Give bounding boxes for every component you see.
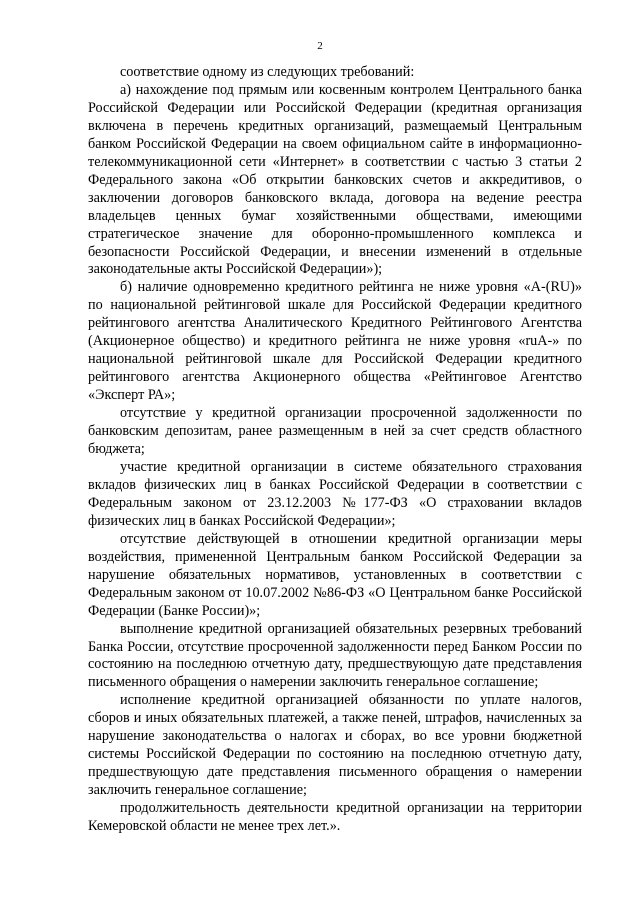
document-body xyxy=(88,64,582,836)
paragraph-item-a: а) нахождение под прямым или косвенным контролем Центрального банка Российской Федерации или Российской Федерации (кредитная организация включена в перечень кредитных организаций, размещаемый Центральным банком Российской Федерации на своем официальном сайте в информационно-телекоммуникационной сети «Интернет» в соответствии с частью 3 статьи 2 Федерального закона «Об открытии банковских счетов и аккредитивов, о заключении договоров банковского вклада, договора на ведение реестра владельцев ценных бумаг хозяйственными обществами, имеющими стратегическое значение для оборонно-промышленного комплекса и безопасности Российской Федерации, и внесении изменений в отдельные законодательные акты Российской Федерации»); xyxy=(88,81,582,278)
paragraph-no-enforcement-measures: отсутствие действующей в отношении кредитной организации меры воздействия, примененной Центральным банком Российской Федерации за нарушение обязательных нормативов, установленных в соответствии с Федеральным законом от 10.07.2002 №86-ФЗ «О Центральном банке Российской Федерации (Банке России)»; xyxy=(88,530,582,619)
paragraph-no-overdue-deposits: отсутствие у кредитной организации просроченной задолженности по банковским депозитам, ранее размещенным в ней за счет средств областного бюджета; xyxy=(88,405,582,458)
paragraph-reserve-requirements: выполнение кредитной организацией обязательных резервных требований Банка России, отсутствие просроченной задолженности перед Банком России по состоянию на последнюю отчетную дату, предшествующую дате представления письменного обращения о намерении заключить генеральное соглашение; xyxy=(88,620,582,691)
paragraph-item-b: б) наличие одновременно кредитного рейтинга не ниже уровня «А-(RU)» по национальной рейтинговой шкале для Российской Федерации кредитного рейтингового агентства Аналитического Кредитного Рейтингового Агентства (Акционерное общество) и кредитного рейтинга не ниже уровня «ruA-» по национальной рейтинговой шкале для Российской Федерации кредитного рейтингового агентства Акционерного общества «Рейтинговое Агентство «Эксперт РА»; xyxy=(88,279,582,404)
paragraph-activity-duration: продолжительность деятельности кредитной организации на территории Кемеровской области не менее трех лет.». xyxy=(88,800,582,835)
page-number: 2 xyxy=(317,40,323,52)
paragraph-tax-obligations: исполнение кредитной организацией обязанности по уплате налогов, сборов и иных обязательных платежей, а также пеней, штрафов, начисленных за нарушение законодательства о налогах и сборах, во все уровни бюджетной системы Российской Федерации по состоянию на последнюю отчетную дату, предшествующую дате представления письменного обращения о намерении заключить генеральное соглашение; xyxy=(88,692,582,799)
paragraph-intro: соответствие одному из следующих требований: xyxy=(120,64,415,80)
paragraph-deposit-insurance: участие кредитной организации в системе обязательного страхования вкладов физических лиц в банках Российской Федерации в соответствии с Федеральным законом от 23.12.2003 №177-ФЗ «О страховании вкладов физических лиц в банках Российской Федерации»; xyxy=(88,458,582,529)
